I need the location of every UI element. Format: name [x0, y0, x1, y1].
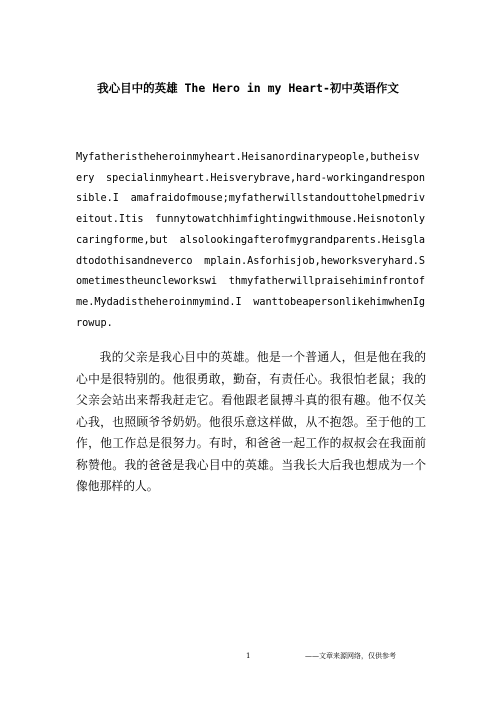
- page-title: 我心目中的英雄 The Hero in my Heart-初中英语作文: [97, 81, 399, 95]
- english-essay-paragraph: Myfatheristheheroinmyheart.Heisanordinarypeople,butheisvery specialinmyheart.Heisverybrave,hard-workingandresponsible.I amafraidofmouse;myfatherwillstandouttohelpmedriveitout.Itis funnytowatchhimfightingwithmouse.Heisnotonlycaringforme,but alsolookingafterofmygrandparents.Heisgladtodothisandneverco mplain.Asforhisjob,heworksveryhard.Sometimestheuncleworkswi thmyfatherwillpraisehiminfrontofme.Mydadistheheroinmymind.I wanttobeapersonlikehimwhenIgrowup.: [76, 152, 425, 329]
- page-number: 1: [246, 652, 251, 660]
- page-footer: [0, 649, 496, 663]
- chinese-essay-paragraph: 我的父亲是我心目中的英雄。他是一个普通人，但是他在我的心中是很特别的。他很勇敢，勤奋，有责任心。我很怕老鼠；我的父亲会站出来帮我赶走它。看他跟老鼠搏斗真的很有趣。他不仅关心我，也照顾爷爷奶奶。他很乐意这样做，从不抱怨。至于他的工作，他工作总是很努力。有时，和爸爸一起工作的叔叔会在我面前称赞他。我的爸爸是我心目中的英雄。当我长大后我也想成为一个像他那样的人。: [76, 350, 426, 493]
- footer-source-note: ——文章来源网络，仅供参考: [305, 652, 396, 660]
